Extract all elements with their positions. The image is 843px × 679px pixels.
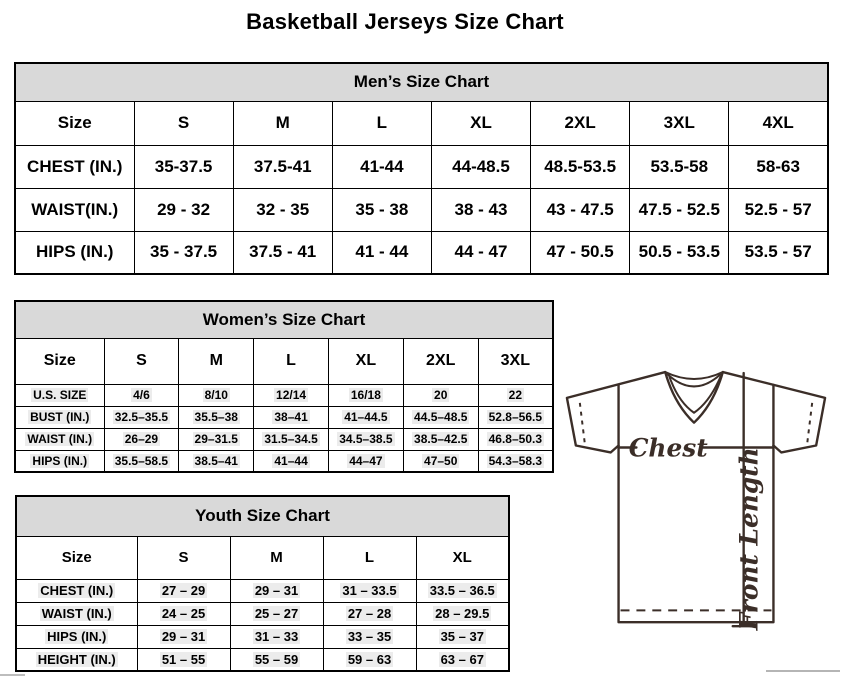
row-label: WAIST (IN.) [15, 428, 104, 450]
col-header: XL [416, 536, 509, 579]
data-cell: 38 - 43 [431, 188, 530, 231]
col-header: M [179, 338, 254, 384]
data-cell: 53.5-58 [630, 145, 729, 188]
sleeve-dash-left [580, 403, 585, 444]
data-cell: 53.5 - 57 [729, 231, 828, 274]
data-cell: 41–44.5 [328, 406, 403, 428]
data-cell: 44–47 [328, 450, 403, 472]
data-cell: 41–44 [254, 450, 329, 472]
data-cell: 29–31.5 [179, 428, 254, 450]
col-header: L [323, 536, 416, 579]
col-header: L [254, 338, 329, 384]
data-cell: 52.8–56.5 [478, 406, 553, 428]
data-cell: 41 - 44 [332, 231, 431, 274]
col-header: 3XL [478, 338, 553, 384]
data-cell: 29 – 31 [137, 625, 230, 648]
data-cell: 29 – 31 [230, 579, 323, 602]
data-cell: 34.5–38.5 [328, 428, 403, 450]
size-header-cell: Size [15, 101, 134, 145]
page-title: Basketball Jerseys Size Chart [246, 9, 564, 34]
col-header: M [233, 101, 332, 145]
col-header: 3XL [630, 101, 729, 145]
data-cell: 44.5–48.5 [403, 406, 478, 428]
data-cell: 35 - 37.5 [134, 231, 233, 274]
data-cell: 47.5 - 52.5 [630, 188, 729, 231]
data-cell: 35.5–58.5 [104, 450, 179, 472]
data-cell: 52.5 - 57 [729, 188, 828, 231]
col-header: XL [431, 101, 530, 145]
mens-size-chart-table [14, 62, 829, 275]
col-header: 2XL [531, 101, 630, 145]
data-cell: 35.5–38 [179, 406, 254, 428]
youth-size-chart-table [15, 495, 510, 672]
row-label: CHEST (IN.) [16, 579, 137, 602]
size-header-cell: Size [16, 536, 137, 579]
data-cell: 58-63 [729, 145, 828, 188]
h-scrollbar-fragment-right[interactable] [766, 670, 840, 672]
data-cell: 12/14 [254, 384, 329, 406]
data-cell: 50.5 - 53.5 [630, 231, 729, 274]
data-cell: 25 – 27 [230, 602, 323, 625]
col-header: M [230, 536, 323, 579]
data-cell: 33 – 35 [323, 625, 416, 648]
row-label: WAIST (IN.) [16, 602, 137, 625]
womens-size-chart-table [14, 300, 554, 473]
row-label: WAIST(IN.) [15, 188, 134, 231]
data-cell: 41-44 [332, 145, 431, 188]
data-cell: 38.5–41 [179, 450, 254, 472]
data-cell: 33.5 – 36.5 [416, 579, 509, 602]
data-cell: 22 [478, 384, 553, 406]
data-cell: 47–50 [403, 450, 478, 472]
col-header: S [137, 536, 230, 579]
row-label: HEIGHT (IN.) [16, 648, 137, 671]
data-cell: 27 – 29 [137, 579, 230, 602]
data-cell: 37.5-41 [233, 145, 332, 188]
data-cell: 38.5–42.5 [403, 428, 478, 450]
data-cell: 51 – 55 [137, 648, 230, 671]
data-cell: 44 - 47 [431, 231, 530, 274]
data-cell: 16/18 [328, 384, 403, 406]
table-title: Men’s Size Chart [15, 63, 828, 101]
data-cell: 28 – 29.5 [416, 602, 509, 625]
front-length-label: Front Length [734, 447, 764, 631]
chest-label: Chest [628, 433, 708, 463]
size-header-cell: Size [15, 338, 104, 384]
data-cell: 31 – 33 [230, 625, 323, 648]
data-cell: 29 - 32 [134, 188, 233, 231]
table-title: Youth Size Chart [16, 496, 509, 536]
data-cell: 24 – 25 [137, 602, 230, 625]
data-cell: 38–41 [254, 406, 329, 428]
col-header: S [104, 338, 179, 384]
data-cell: 32 - 35 [233, 188, 332, 231]
data-cell: 35 – 37 [416, 625, 509, 648]
jersey-measurement-diagram [557, 362, 835, 672]
table-title: Women’s Size Chart [15, 301, 553, 338]
col-header: S [134, 101, 233, 145]
row-label: HIPS (IN.) [15, 450, 104, 472]
data-cell: 63 – 67 [416, 648, 509, 671]
data-cell: 31.5–34.5 [254, 428, 329, 450]
sleeve-dash-right [807, 403, 812, 444]
data-cell: 20 [403, 384, 478, 406]
collar-back-arc [665, 372, 723, 379]
data-cell: 48.5-53.5 [531, 145, 630, 188]
data-cell: 59 – 63 [323, 648, 416, 671]
data-cell: 44-48.5 [431, 145, 530, 188]
data-cell: 43 - 47.5 [531, 188, 630, 231]
row-label: HIPS (IN.) [16, 625, 137, 648]
col-header: XL [328, 338, 403, 384]
data-cell: 47 - 50.5 [531, 231, 630, 274]
data-cell: 32.5–35.5 [104, 406, 179, 428]
col-header: L [332, 101, 431, 145]
data-cell: 27 – 28 [323, 602, 416, 625]
data-cell: 26–29 [104, 428, 179, 450]
data-cell: 46.8–50.3 [478, 428, 553, 450]
data-cell: 55 – 59 [230, 648, 323, 671]
row-label: U.S. SIZE [15, 384, 104, 406]
col-header: 2XL [403, 338, 478, 384]
h-scrollbar-fragment-left[interactable] [0, 674, 25, 676]
row-label: BUST (IN.) [15, 406, 104, 428]
data-cell: 35 - 38 [332, 188, 431, 231]
col-header: 4XL [729, 101, 828, 145]
data-cell: 54.3–58.3 [478, 450, 553, 472]
data-cell: 8/10 [179, 384, 254, 406]
data-cell: 31 – 33.5 [323, 579, 416, 602]
row-label: CHEST (IN.) [15, 145, 134, 188]
data-cell: 35-37.5 [134, 145, 233, 188]
data-cell: 4/6 [104, 384, 179, 406]
data-cell: 37.5 - 41 [233, 231, 332, 274]
row-label: HIPS (IN.) [15, 231, 134, 274]
